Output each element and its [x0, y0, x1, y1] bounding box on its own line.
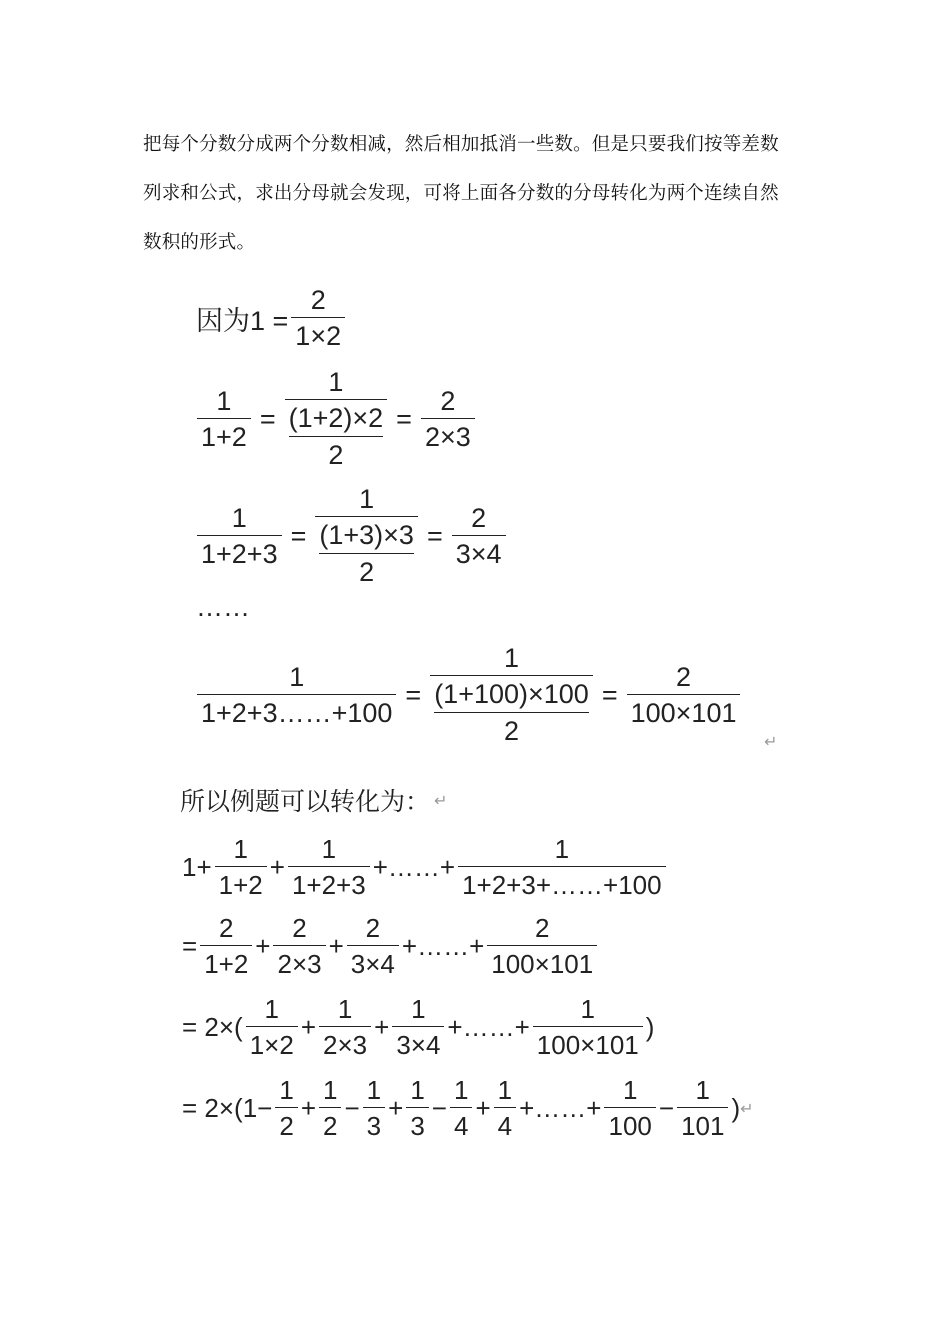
fraction: $\frac{2}{100\times 101}$ [627, 660, 741, 731]
fraction: $\frac{1}{2\times 3}$ [319, 992, 371, 1063]
fraction: $\frac{1}{2}$ [319, 1073, 341, 1144]
return-mark-icon: ↵ [434, 790, 448, 810]
fraction: $\frac{1}{1+2+3\dots\dots+100}$ [197, 660, 396, 731]
because-text: 因为1 = [196, 306, 289, 336]
paragraph-line-3: 数积的形式。 [143, 232, 256, 253]
because-equation [196, 283, 348, 354]
fraction: $\frac{1}{3\times 4}$ [392, 992, 444, 1063]
fraction: $\frac{1}{1\times 2}$ [246, 992, 298, 1063]
paragraph-line-2: 列求和公式，求出分母就会发现，可将上面各分数的分母转化为两个连续自然 [143, 183, 779, 204]
fraction: $\frac{1}{101}$ [677, 1073, 728, 1144]
fraction: $\frac{2}{3\times 4}$ [452, 501, 506, 572]
fraction: $\frac{2}{100\times 101}$ [487, 911, 597, 982]
fraction: $\frac{1}{100\times 101}$ [533, 992, 643, 1063]
ellipsis: …… [196, 592, 250, 622]
fraction: $\frac{1}{3}$ [406, 1073, 428, 1144]
paragraph-line-1: 把每个分数分成两个分数相减，然后相加抵消一些数。但是只要我们按等差数 [143, 134, 779, 155]
equation-row-4: $\frac{1}{1+2+3\dots\dots+100}$ = $\frac{1}{\frac{(1+100)\times 100}{2}}$ = $\frac{2}{100\times 101}$ [194, 641, 743, 749]
fraction: $\frac{1}{100}$ [604, 1073, 655, 1144]
fraction: $\frac{2}{3\times 4}$ [347, 911, 399, 982]
fraction: $\frac{2}{1+2}$ [200, 911, 252, 982]
sum-line-3: = 2×( $\frac{1}{1\times 2}$ + $\frac{1}{2\times 3}$ + $\frac{1}{3\times 4}$ +……+ $\frac{1}{100\times 101}$ ) [182, 992, 654, 1063]
conversion-heading: 所以例题可以转化为： ↵ [180, 787, 448, 816]
equation-row-3: $\frac{1}{1+2+3}$ = $\frac{1}{\frac{(1+3)\times 3}{2}}$ = $\frac{2}{3\times 4}$ [194, 482, 509, 590]
sum-line-1: 1+ $\frac{1}{1+2}$ + $\frac{1}{1+2+3}$ +……+ $\frac{1}{1+2+3+\dots\dots+100}$ [182, 832, 669, 903]
compound-fraction: $\frac{1}{\frac{(1+2)\times 2}{2}}$ [285, 365, 388, 473]
return-mark-icon: ↵ [740, 1099, 754, 1118]
fraction: $\frac{1}{4}$ [494, 1073, 516, 1144]
fraction: $\frac{1}{2}$ [275, 1073, 297, 1144]
fraction: $\frac{1}{3}$ [363, 1073, 385, 1144]
fraction: $\frac{2}{1\times 2}$ [291, 283, 345, 354]
compound-fraction: $\frac{1}{\frac{(1+100)\times 100}{2}}$ [430, 641, 593, 749]
fraction: $\frac{1}{1+2+3}$ [288, 832, 370, 903]
sum-line-4: = 2×(1− $\frac{1}{2}$ + $\frac{1}{2}$ − $\frac{1}{3}$ + $\frac{1}{3}$ − $\frac{1}{4}$ + $\frac{1}{4}$ +……+ $\frac{1}{100}$ − $\frac{1}{101}$ ) ↵ [182, 1073, 754, 1144]
fraction: $\frac{2}{2\times 3}$ [273, 911, 325, 982]
sum-line-2: = $\frac{2}{1+2}$ + $\frac{2}{2\times 3}$ + $\frac{2}{3\times 4}$ +……+ $\frac{2}{100\times 101}$ [182, 911, 600, 982]
return-mark-icon: ↵ [764, 732, 778, 751]
fraction: $\frac{1}{4}$ [450, 1073, 472, 1144]
fraction: $\frac{1}{1+2+3+\dots\dots+100}$ [458, 832, 666, 903]
fraction: $\frac{1}{1+2+3}$ [197, 501, 282, 572]
equation-row-2: $\frac{1}{1+2}$ = $\frac{1}{\frac{(1+2)\times 2}{2}}$ = $\frac{2}{2\times 3}$ [194, 365, 478, 473]
fraction: $\frac{2}{2\times 3}$ [421, 384, 475, 455]
fraction: $\frac{1}{1+2}$ [197, 384, 251, 455]
compound-fraction: $\frac{1}{\frac{(1+3)\times 3}{2}}$ [315, 482, 418, 590]
fraction: $\frac{1}{1+2}$ [215, 832, 267, 903]
intro-paragraph [143, 120, 808, 267]
